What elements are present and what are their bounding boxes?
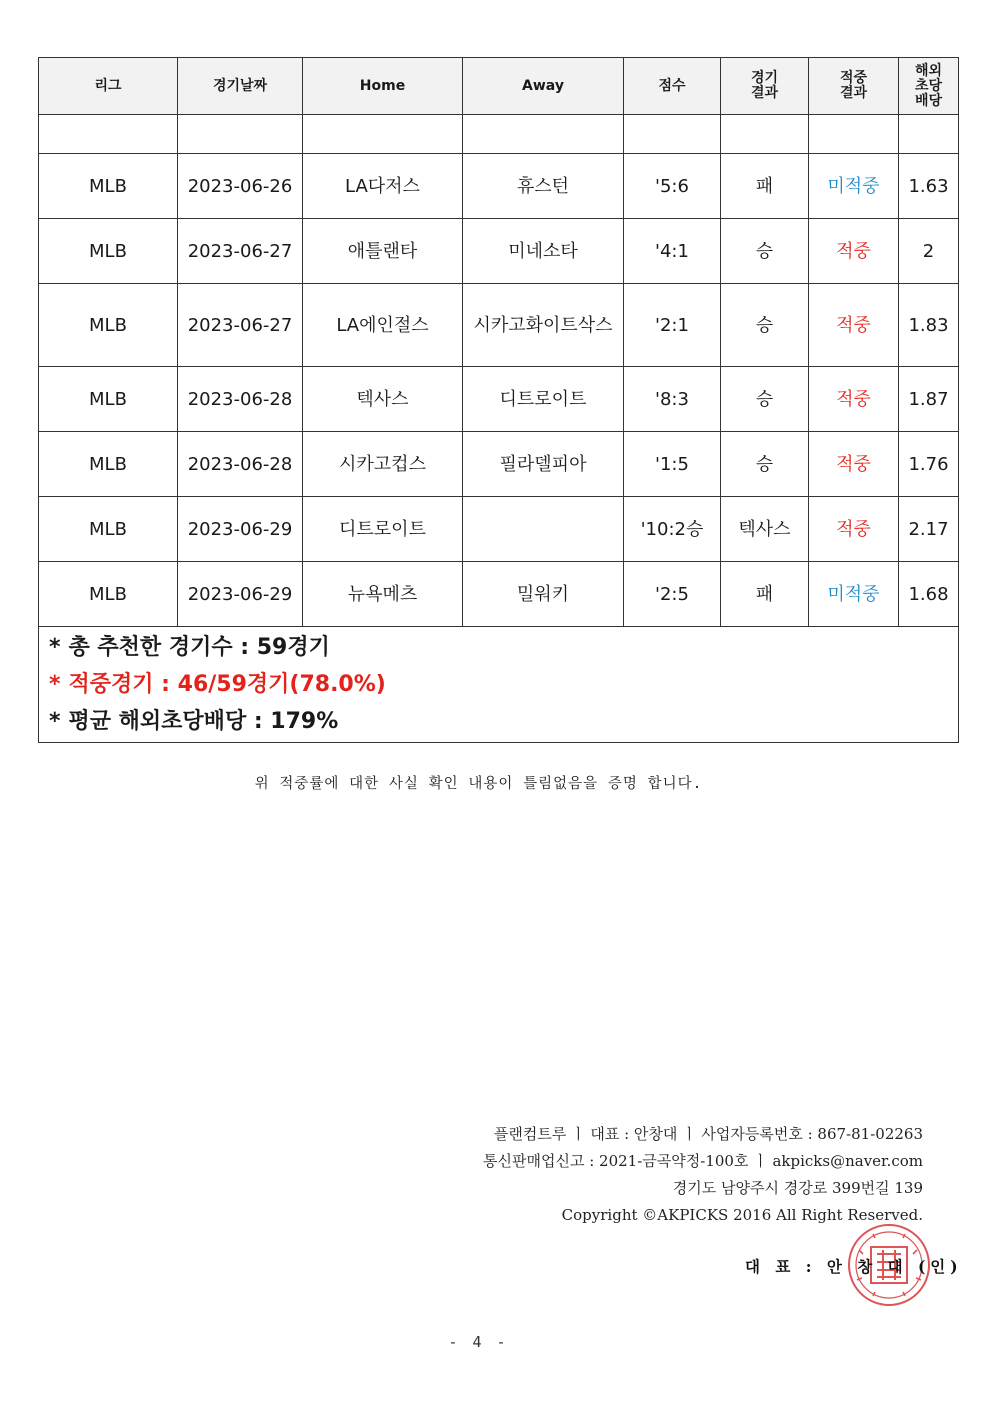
table-row — [39, 497, 959, 562]
column-header: 경기 결과 — [721, 58, 809, 115]
date-cell: 2023-06-27 — [178, 219, 303, 284]
odds-cell: 1.76 — [899, 432, 959, 497]
league-cell: MLB — [39, 497, 178, 562]
home-team-cell: 시카고컵스 — [303, 432, 463, 497]
date-cell: 2023-06-26 — [178, 154, 303, 219]
game-result-cell: 승 — [721, 367, 809, 432]
average-odds-line: * 평균 해외초당배당 : 179% — [49, 709, 339, 734]
column-header: 해외 초당 배당 — [899, 58, 959, 115]
summary-row — [39, 627, 959, 743]
away-team-cell: 디트로이트 — [463, 367, 624, 432]
game-result-cell: 승 — [721, 219, 809, 284]
game-result-cell: 승 — [721, 432, 809, 497]
odds-cell: 1.87 — [899, 367, 959, 432]
odds-cell: 1.68 — [899, 562, 959, 627]
home-team-cell: 텍사스 — [303, 367, 463, 432]
date-cell: 2023-06-27 — [178, 284, 303, 367]
footer-company-line: 플랜컴트루 ㅣ 대표 : 안창대 ㅣ 사업자등록번호 : 867-81-02263 — [493, 1125, 923, 1143]
date-cell: 2023-06-28 — [178, 432, 303, 497]
odds-cell: 1.63 — [899, 154, 959, 219]
away-team-cell: 필라델피아 — [463, 432, 624, 497]
hit-result-cell: 적중 — [809, 284, 899, 367]
home-team-cell: LA다저스 — [303, 154, 463, 219]
column-header: Home — [303, 58, 463, 115]
table-header-row — [39, 58, 959, 115]
league-cell: MLB — [39, 562, 178, 627]
home-team-cell: 디트로이트 — [303, 497, 463, 562]
score-cell: '1:5 — [624, 432, 721, 497]
table-row — [39, 154, 959, 219]
odds-cell: 2.17 — [899, 497, 959, 562]
league-cell: MLB — [39, 219, 178, 284]
odds-cell: 2 — [899, 219, 959, 284]
column-header: 경기날짜 — [178, 58, 303, 115]
hit-result-cell: 미적중 — [809, 562, 899, 627]
score-cell: '2:1 — [624, 284, 721, 367]
score-cell: '5:6 — [624, 154, 721, 219]
game-result-cell: 승 — [721, 284, 809, 367]
hit-result-cell: 적중 — [809, 219, 899, 284]
column-header: 점수 — [624, 58, 721, 115]
hit-games-line: * 적중경기 : 46/59경기(78.0%) — [49, 672, 386, 697]
page-number: - 4 - — [448, 1333, 509, 1351]
league-cell: MLB — [39, 367, 178, 432]
away-team-cell: 시카고화이트삭스 — [463, 284, 624, 367]
table-row — [39, 367, 959, 432]
hit-result-cell: 미적중 — [809, 154, 899, 219]
score-cell: '8:3 — [624, 367, 721, 432]
home-team-cell: 애틀랜타 — [303, 219, 463, 284]
league-cell: MLB — [39, 154, 178, 219]
table-row — [39, 432, 959, 497]
results-table — [38, 57, 959, 743]
date-cell: 2023-06-28 — [178, 367, 303, 432]
blank-row — [39, 115, 959, 154]
league-cell: MLB — [39, 432, 178, 497]
date-cell: 2023-06-29 — [178, 497, 303, 562]
column-header: 적중 결과 — [809, 58, 899, 115]
game-result-cell: 패 — [721, 154, 809, 219]
date-cell: 2023-06-29 — [178, 562, 303, 627]
certification-statement: 위 적중률에 대한 사실 확인 내용이 틀림없음을 증명 합니다. — [254, 776, 703, 792]
representative-signature: 대 표 : 안 창 대 (인) — [745, 1257, 963, 1276]
summary-cell — [39, 627, 959, 743]
away-team-cell: 미네소타 — [463, 219, 624, 284]
column-header: Away — [463, 58, 624, 115]
game-result-cell: 패 — [721, 562, 809, 627]
away-team-cell: 휴스턴 — [463, 154, 624, 219]
hit-result-cell: 적중 — [809, 497, 899, 562]
total-games-line: * 총 추천한 경기수 : 59경기 — [49, 635, 330, 660]
footer-registration-line: 통신판매업신고 : 2021-금곡약정-100호 ㅣ akpicks@naver.com — [483, 1152, 923, 1170]
home-team-cell: LA에인절스 — [303, 284, 463, 367]
league-cell: MLB — [39, 284, 178, 367]
odds-cell: 1.83 — [899, 284, 959, 367]
game-result-cell: 텍사스 — [721, 497, 809, 562]
table-row — [39, 219, 959, 284]
table-row — [39, 562, 959, 627]
score-cell: '4:1 — [624, 219, 721, 284]
score-cell: '10:2승 — [624, 497, 721, 562]
footer-address-line: 경기도 남양주시 경강로 399번길 139 — [672, 1179, 923, 1197]
footer-copyright-line: Copyright ©AKPICKS 2016 All Right Reserved. — [561, 1206, 923, 1224]
score-cell: '2:5 — [624, 562, 721, 627]
home-team-cell: 뉴욕메츠 — [303, 562, 463, 627]
away-team-cell — [463, 497, 624, 562]
column-header: 리그 — [39, 58, 178, 115]
away-team-cell: 밀워키 — [463, 562, 624, 627]
hit-result-cell: 적중 — [809, 432, 899, 497]
company-footer — [483, 1121, 923, 1229]
table-row — [39, 284, 959, 367]
hit-result-cell: 적중 — [809, 367, 899, 432]
